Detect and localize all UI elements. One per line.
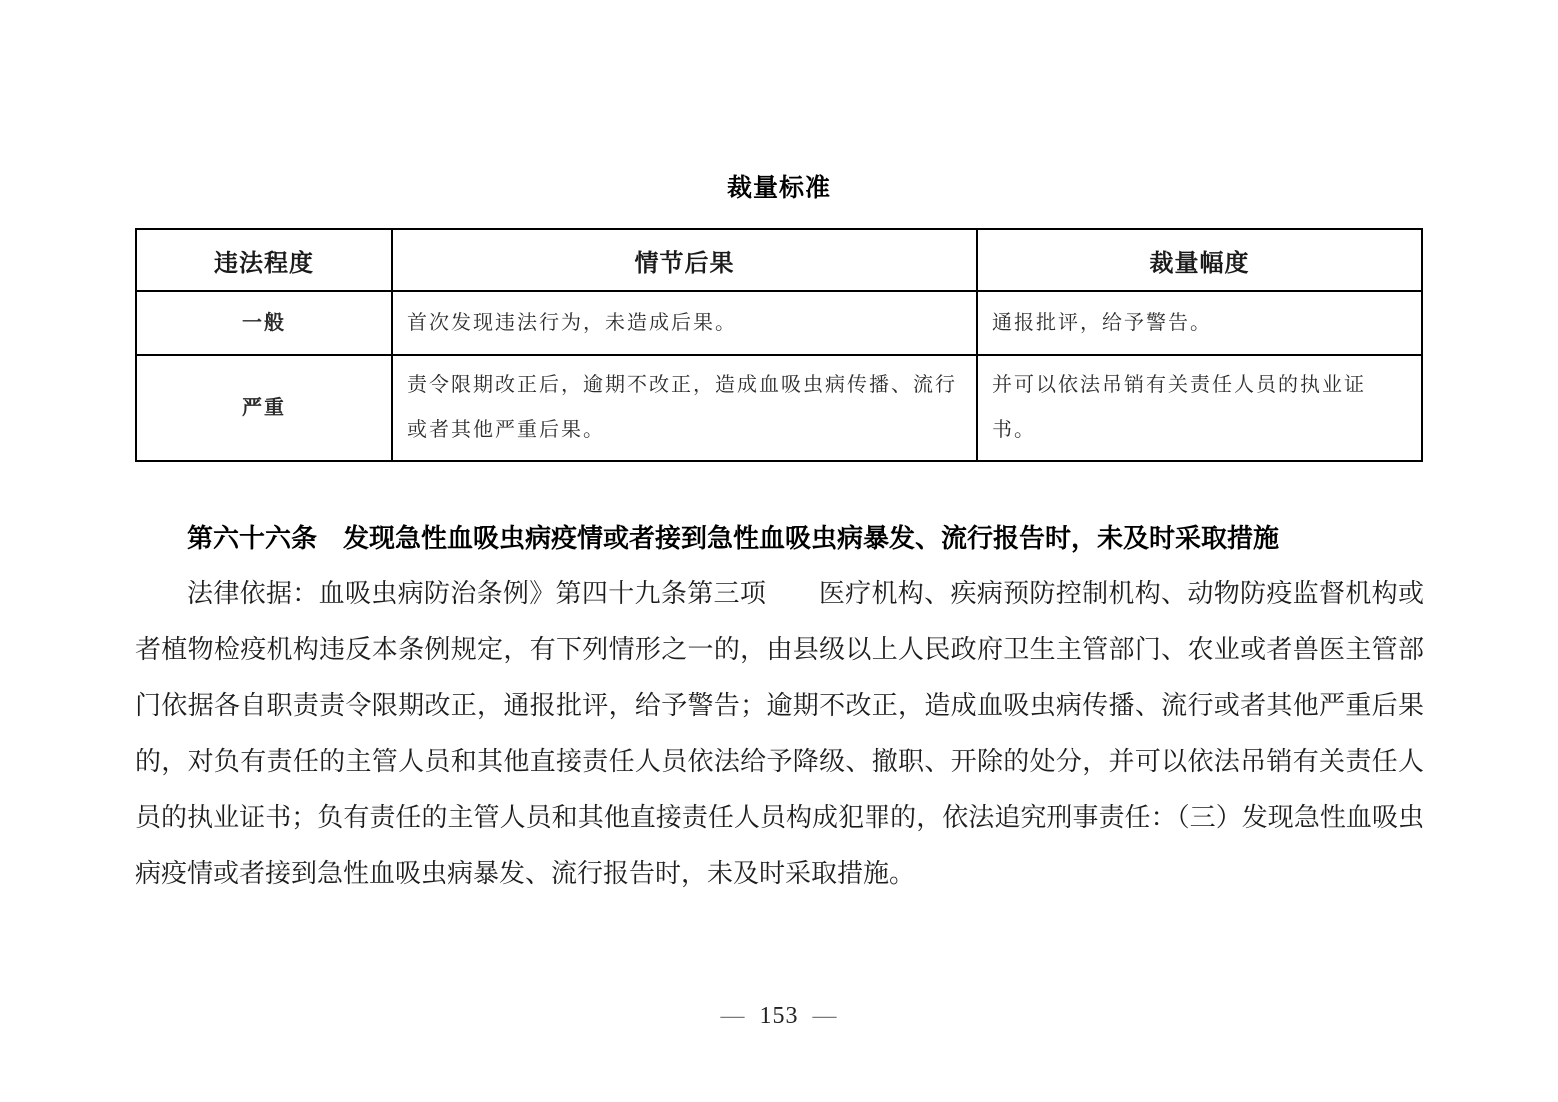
cell-range-general: 通报批评，给予警告。 (977, 291, 1422, 355)
header-discretion-range: 裁量幅度 (977, 229, 1422, 291)
cell-circumstance-general: 首次发现违法行为，未造成后果。 (392, 291, 977, 355)
article-section (135, 510, 1424, 902)
page-number (0, 1003, 1558, 1030)
cell-range-serious: 并可以依法吊销有关责任人员的执业证书。 (977, 355, 1422, 461)
discretion-standards-table (135, 228, 1423, 462)
cell-circumstance-serious: 责令限期改正后，逾期不改正，造成血吸虫病传播、流行或者其他严重后果。 (392, 355, 977, 461)
table-row-general (136, 291, 1422, 355)
page-number-dash-right: — (812, 1003, 838, 1029)
table-header-row (136, 229, 1422, 291)
header-circumstance-consequence: 情节后果 (392, 229, 977, 291)
cell-degree-serious: 严重 (136, 355, 392, 461)
article-heading: 第六十六条 发现急性血吸虫病疫情或者接到急性血吸虫病暴发、流行报告时，未及时采取措施 (187, 523, 1280, 553)
legal-basis-paragraph: 法律依据：血吸虫病防治条例》第四十九条第三项 医疗机构、疾病预防控制机构、动物防疫监督机构或者植物检疫机构违反本条例规定，有下列情形之一的，由县级以上人民政府卫生主管部门、农业或者兽医主管部门依据各自职责责令限期改正，通报批评，给予警告；逾期不改正，造成血吸虫病传播、流行或者其他严重后果的，对负有责任的主管人员和其他直接责任人员依法给予降级、撤职、开除的处分，并可以依法吊销有关责任人员的执业证书；负有责任的主管人员和其他直接责任人员构成犯罪的，依法追究刑事责任：（三）发现急性血吸虫病疫情或者接到急性血吸虫病暴发、流行报告时，未及时采取措施。 (135, 579, 1424, 888)
page-number-value: 153 (759, 1003, 799, 1029)
page-number-dash-left: — (720, 1003, 746, 1029)
header-violation-degree: 违法程度 (136, 229, 392, 291)
table-row-serious (136, 355, 1422, 461)
cell-degree-general: 一般 (136, 291, 392, 355)
document-title: 裁量标准 (726, 174, 831, 202)
